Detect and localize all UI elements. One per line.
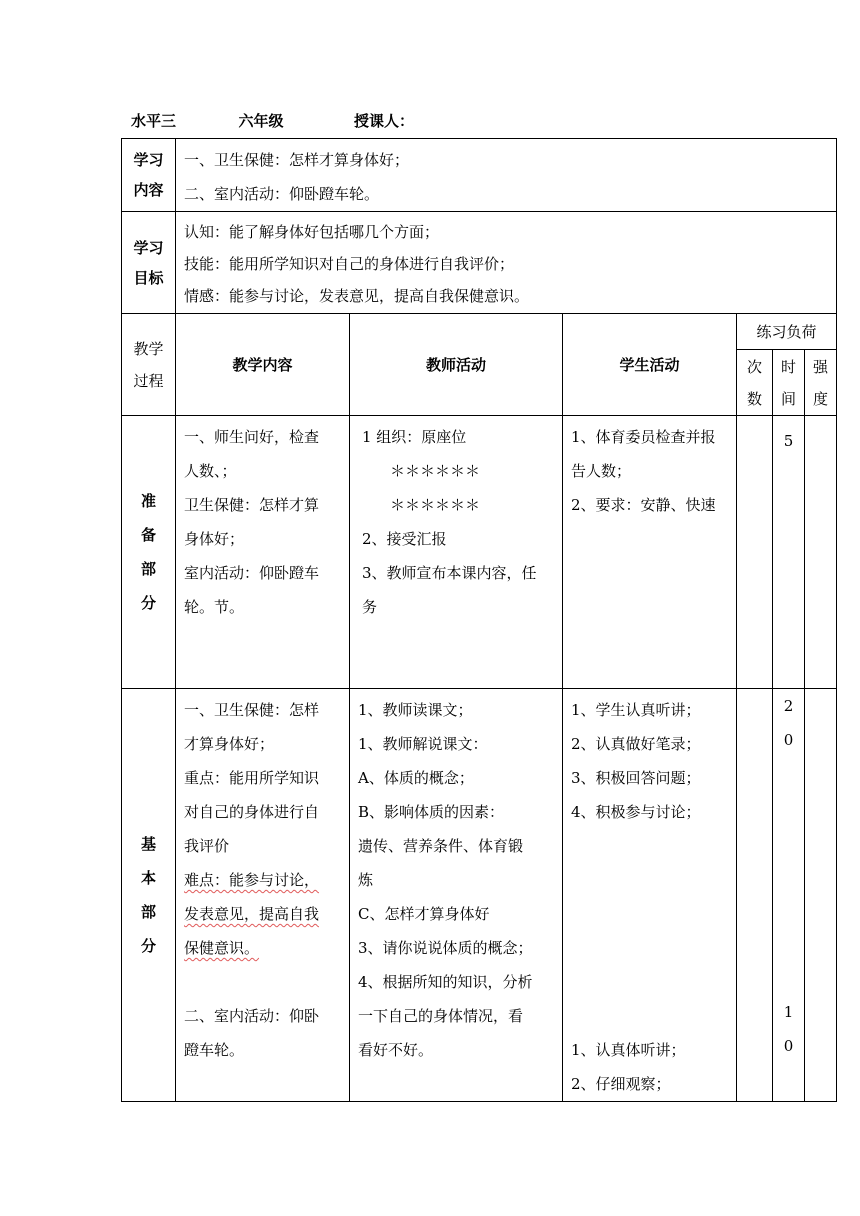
- basic-section: [122, 689, 837, 1102]
- level-label: 水平三: [131, 112, 177, 130]
- load-header: 练习负荷: [737, 314, 837, 350]
- basic-time: 2 0 1 0: [773, 689, 805, 1102]
- goal-row: [122, 212, 837, 314]
- goal-row-label: 学习 目标: [122, 212, 176, 314]
- lesson-plan-table: [121, 138, 837, 1102]
- prep-time: 5: [773, 416, 805, 689]
- intensity-header: 强 度: [805, 350, 837, 416]
- content-row-label: 学习 内容: [122, 139, 176, 212]
- process-header: 教学 过程: [122, 314, 176, 416]
- prep-intensity: [805, 416, 837, 689]
- basic-teacher-activity: 1、教师读课文； 1、教师解说课文： A、体质的概念； B、影响体质的因素： 遗传、营养条件、体育锻 炼 C、怎样才算身体好 3、请你说说体质的概念； 4、根据所知的知识，分析 一下自己的身体情况，看 看好不好。: [350, 689, 563, 1102]
- formation-row-1: ＊＊＊＊＊＊: [390, 462, 481, 480]
- prep-student-activity: 1、体育委员检查并报 告人数； 2、要求：安静、快速: [563, 416, 737, 689]
- content-header: 教学内容: [176, 314, 350, 416]
- page-header: [131, 110, 414, 131]
- basic-count: [737, 689, 773, 1102]
- time-header: 时 间: [773, 350, 805, 416]
- prep-label: 准 备 部 分: [122, 416, 176, 689]
- grade-label: 六年级: [238, 112, 284, 130]
- prep-content: 一、师生问好，检查 人数、； 卫生保健：怎样才算 身体好； 室内活动：仰卧蹬车 轮。节。: [176, 416, 350, 689]
- formation-row-2: ＊＊＊＊＊＊: [390, 496, 481, 514]
- basic-content: 一、卫生保健：怎样 才算身体好； 重点：能用所学知识 对自己的身体进行自 我评价 难点：能参与讨论， 发表意见，提高自我 保健意识。 二、室内活动：仰卧 蹬车轮。: [176, 689, 350, 1102]
- content-row: [122, 139, 837, 212]
- basic-intensity: [805, 689, 837, 1102]
- teacher-label: 授课人：: [353, 112, 414, 130]
- content-row-text: 一、卫生保健：怎样才算身体好； 二、室内活动：仰卧蹬车轮。: [176, 139, 837, 212]
- prep-section: [122, 416, 837, 689]
- prep-teacher-activity: 1 组织：原座位 ＊＊＊＊＊＊ ＊＊＊＊＊＊ 2、接受汇报 3、教师宣布本课内容，任 务: [350, 416, 563, 689]
- goal-row-text: 认知：能了解身体好包括哪几个方面； 技能：能用所学知识对自己的身体进行自我评价； 情感：能参与讨论，发表意见，提高自我保健意识。: [176, 212, 837, 314]
- basic-label: 基 本 部 分: [122, 689, 176, 1102]
- teacher-activity-header: 教师活动: [350, 314, 563, 416]
- prep-count: [737, 416, 773, 689]
- basic-student-activity: 1、学生认真听讲； 2、认真做好笔录； 3、积极回答问题； 4、积极参与讨论； 1、认真体听讲； 2、仔细观察；: [563, 689, 737, 1102]
- count-header: 次 数: [737, 350, 773, 416]
- student-activity-header: 学生活动: [563, 314, 737, 416]
